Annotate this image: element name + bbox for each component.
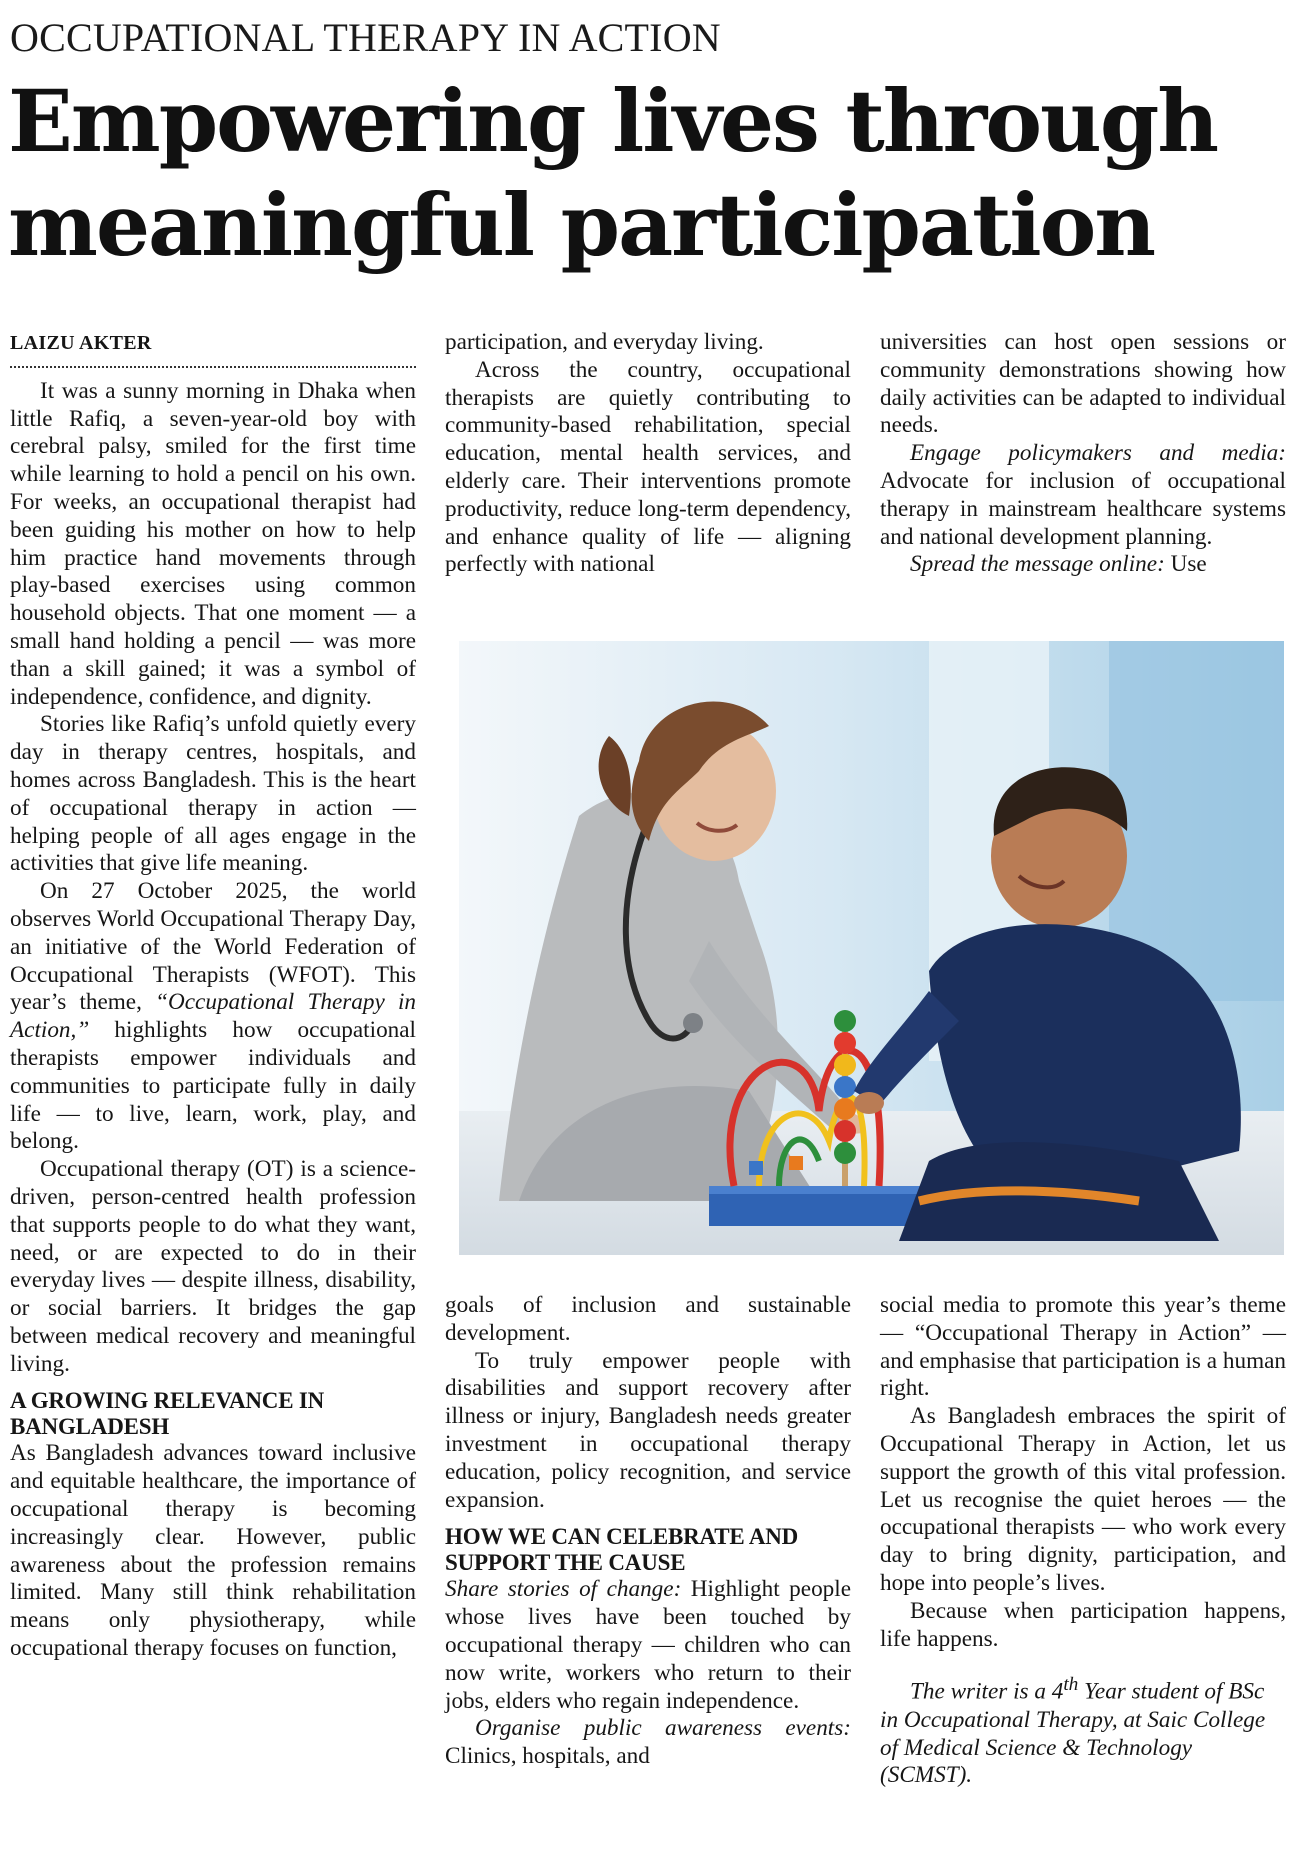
column-2-bottom (445, 1292, 851, 1771)
paragraph (880, 551, 1286, 579)
column-3-bottom (880, 1292, 1286, 1790)
text-run: The writer is a 4 (910, 1679, 1064, 1706)
headline: Empowering lives through meaningful participation (8, 72, 1218, 276)
paragraph: To truly empower people with disabilities and support recovery after illness or injury, Bangladesh needs greater investment in occupational therapy education, policy recognition, and service expansion. (445, 1347, 851, 1513)
article-photo (459, 641, 1284, 1255)
column-3-top (880, 329, 1286, 579)
subhead: A GROWING RELEVANCE IN BANGLADESH (10, 1388, 325, 1440)
italic-label: Engage policymakers and media: (910, 440, 1286, 467)
text-run: Highlight people whose lives have been touched by occupational therapy — children who can now write, workers who return to their jobs, elders who regain independence. (445, 1576, 851, 1714)
text-run: Year student of BSc in Occupational Therapy, at Saic College of Medical Science & Technology (SCMST). (880, 1679, 1266, 1789)
paragraph (10, 878, 416, 1156)
italic-label: Share stories of change: (445, 1576, 682, 1603)
paragraph: It was a sunny morning in Dhaka when little Rafiq, a seven-year-old boy with cerebral palsy, smiled for the first time while learning to hold a pencil on his own. For weeks, an occupational therapist had been guiding his mother on how to help him practice hand movements through play-based exercises using common household objects. That one moment — a small hand holding a pencil — was more than a skill gained; it was a symbol of independence, confidence, and dignity. (10, 377, 416, 710)
text-run: Use (1164, 551, 1207, 578)
text-run: Advocate for inclusion of occupational therapy in mainstream healthcare systems and national development planning. (880, 467, 1286, 550)
paragraph: participation, and everyday living. (445, 329, 764, 355)
text-run: Clinics, hospitals, and (445, 1743, 650, 1770)
italic-label: Organise public awareness events: (475, 1715, 851, 1742)
superscript: th (1063, 1674, 1079, 1696)
author-footnote (880, 1671, 1286, 1790)
text-run: On 27 October 2025, the world observes World Occupational Therapy Day, an initiative of the World Federation of Occupational Therapists (WFOT). This year’s theme, (10, 878, 416, 1016)
paragraph: social media to promote this year’s theme — “Occupational Therapy in Action” — and emphasise that participation is a human right. (880, 1292, 1286, 1402)
paragraph: Because when participation happens, life happens. (880, 1597, 1286, 1652)
italic-label: Spread the message online: (910, 551, 1165, 578)
paragraph (445, 1715, 851, 1771)
paragraph: Stories like Rafiq’s unfold quietly every day in therapy centres, hospitals, and homes across Bangladesh. This is the heart of occupational therapy in action — helping people of all ages engage in the activities that give life meaning. (10, 711, 416, 877)
subhead: HOW WE CAN CELEBRATE AND SUPPORT THE CAUSE (445, 1524, 799, 1576)
paragraph: goals of inclusion and sustainable development. (445, 1292, 851, 1346)
column-2-top (445, 329, 851, 579)
column-1 (10, 330, 416, 1663)
paragraph: Occupational therapy (OT) is a science-driven, person-centred health profession that supports people to do what they want, need, or are expected to do in their everyday lives — despite illness, disability, or social barriers. It bridges the gap between medical recovery and meaningful living. (10, 1156, 416, 1377)
paragraph: universities can host open sessions or community demonstrations showing how daily activities can be adapted to individual needs. (880, 329, 1286, 439)
therapist-and-child-illustration (459, 641, 1284, 1255)
paragraph: As Bangladesh embraces the spirit of Occupational Therapy in Action, let us support the growth of this vital profession. Let us recognise the quiet heroes — the occupational therapists — who work every day to bring dignity, participation, and hope into people’s lives. (880, 1403, 1286, 1596)
byline: LAIZU AKTER (10, 330, 416, 368)
theme-quote: “Occupational Therapy in Action,” (10, 989, 416, 1044)
section-kicker: OCCUPATIONAL THERAPY IN ACTION (10, 15, 721, 60)
text-run: highlights how occupational therapists empower individuals and communities to participate fully in daily life — to live, learn, work, play, and belong. (10, 1017, 416, 1155)
paragraph (880, 440, 1286, 551)
paragraph: Across the country, occupational therapists are quietly contributing to community-based rehabilitation, special education, mental health services, and elderly care. Their interventions promote productivity, reduce long-term dependency, and enhance quality of life — aligning perfectly with national (445, 356, 851, 578)
paragraph (445, 1576, 851, 1715)
paragraph: As Bangladesh advances toward inclusive and equitable healthcare, the importance of occupational therapy is becoming increasingly clear. However, public awareness about the profession remains limited. Many still think rehabilitation means only physiotherapy, while occupational therapy focuses on function, (10, 1440, 416, 1662)
